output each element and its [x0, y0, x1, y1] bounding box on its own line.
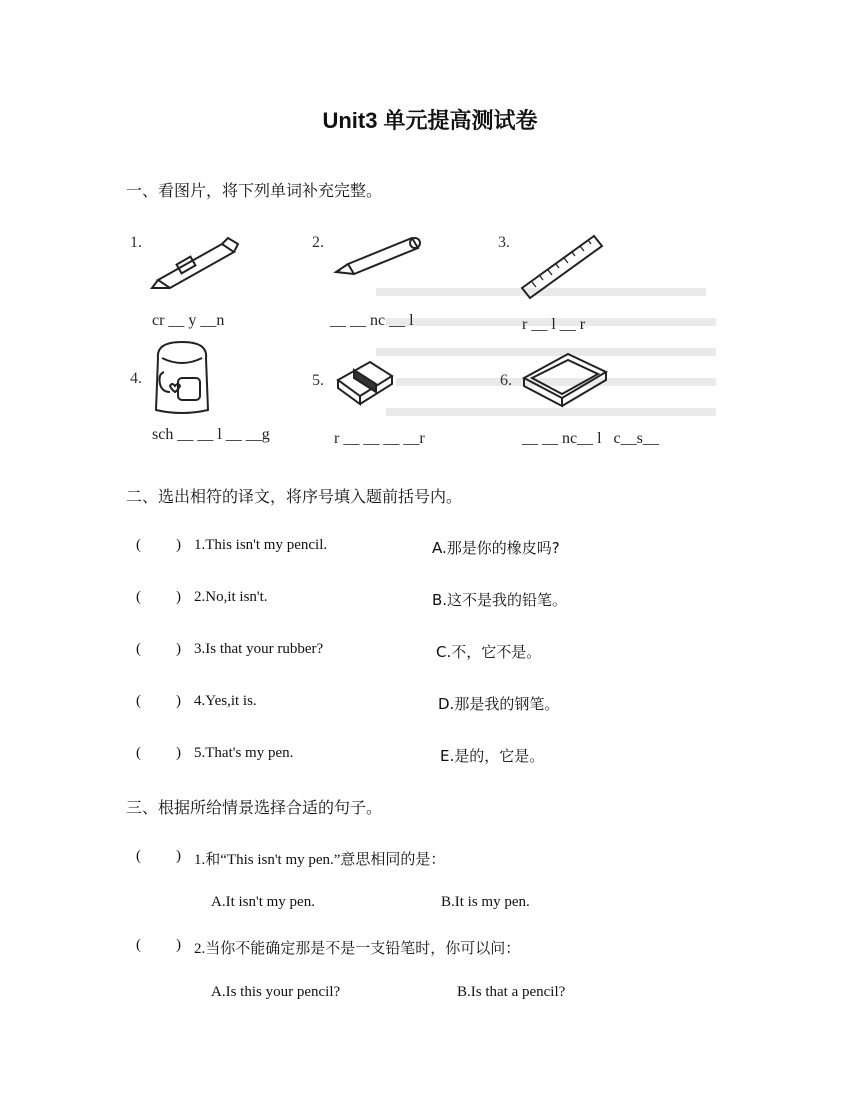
- answer-paren-close: ): [176, 937, 181, 953]
- item-2-word: __ __ nc __ l: [330, 312, 414, 329]
- question-text: 1.和“This isn't my pen.”意思相同的是：: [194, 852, 446, 868]
- section-1-heading: 一、看图片，将下列单词补充完整。: [126, 181, 383, 200]
- answer-paren-close: ): [176, 693, 181, 709]
- schoolbag-icon: [148, 338, 216, 418]
- rubber-icon: [332, 354, 396, 406]
- pencil-case-icon: [518, 348, 610, 412]
- option-a: A.It isn't my pen.: [211, 894, 315, 910]
- english-sentence: 1.This isn't my pencil.: [194, 537, 328, 553]
- item-4-word: sch __ __ l __ __g: [152, 426, 270, 443]
- option-b: B.Is that a pencil?: [457, 984, 566, 1000]
- answer-paren-close: ): [176, 537, 181, 553]
- item-6-word: __ __ nc__ l c__s__: [522, 430, 659, 447]
- chinese-translation: B.这不是我的铅笔。: [432, 591, 568, 609]
- chinese-translation: C.不，它不是。: [436, 643, 542, 661]
- item-5-number: 5.: [312, 372, 324, 389]
- item-5-word: r __ __ __ __r: [334, 430, 425, 447]
- answer-paren-close: ): [176, 589, 181, 605]
- crayon-icon: [150, 232, 240, 292]
- chinese-translation: D.那是我的钢笔。: [438, 695, 560, 713]
- answer-paren-open: (: [136, 589, 141, 605]
- option-a: A.Is this your pencil?: [211, 984, 341, 1000]
- chinese-translation: A.那是你的橡皮吗?: [432, 539, 560, 557]
- answer-paren-open: (: [136, 745, 141, 761]
- answer-paren-open: (: [136, 537, 141, 553]
- page-title: Unit3 单元提高测试卷: [322, 108, 538, 133]
- english-sentence: 2.No,it isn't.: [194, 589, 268, 605]
- section-2-heading: 二、选出相符的译文，将序号填入题前括号内。: [126, 487, 463, 506]
- english-sentence: 4.Yes,it is.: [194, 693, 257, 709]
- item-4-number: 4.: [130, 370, 142, 387]
- answer-paren-open: (: [136, 693, 141, 709]
- item-3-word: r __ l __ r: [522, 316, 586, 333]
- answer-paren-open: (: [136, 937, 141, 953]
- item-6-number: 6.: [500, 372, 512, 389]
- chinese-translation: E.是的，它是。: [440, 747, 545, 765]
- answer-paren-open: (: [136, 848, 141, 864]
- section-3-heading: 三、根据所给情景选择合适的句子。: [126, 798, 383, 817]
- item-1-number: 1.: [130, 234, 142, 251]
- answer-paren-close: ): [176, 745, 181, 761]
- option-b: B.It is my pen.: [441, 894, 530, 910]
- answer-paren-close: ): [176, 848, 181, 864]
- vocabulary-picture-panel: [126, 226, 736, 456]
- answer-paren-close: ): [176, 641, 181, 657]
- answer-paren-open: (: [136, 641, 141, 657]
- item-2-number: 2.: [312, 234, 324, 251]
- item-1-word: cr __ y __n: [152, 312, 225, 329]
- question-text: 2.当你不能确定那是不是一支铅笔时，你可以问：: [194, 941, 521, 957]
- pencil-icon: [332, 232, 424, 276]
- ruler-icon: [518, 232, 608, 302]
- english-sentence: 3.Is that your rubber?: [194, 641, 324, 657]
- english-sentence: 5.That's my pen.: [194, 745, 294, 761]
- item-3-number: 3.: [498, 234, 510, 251]
